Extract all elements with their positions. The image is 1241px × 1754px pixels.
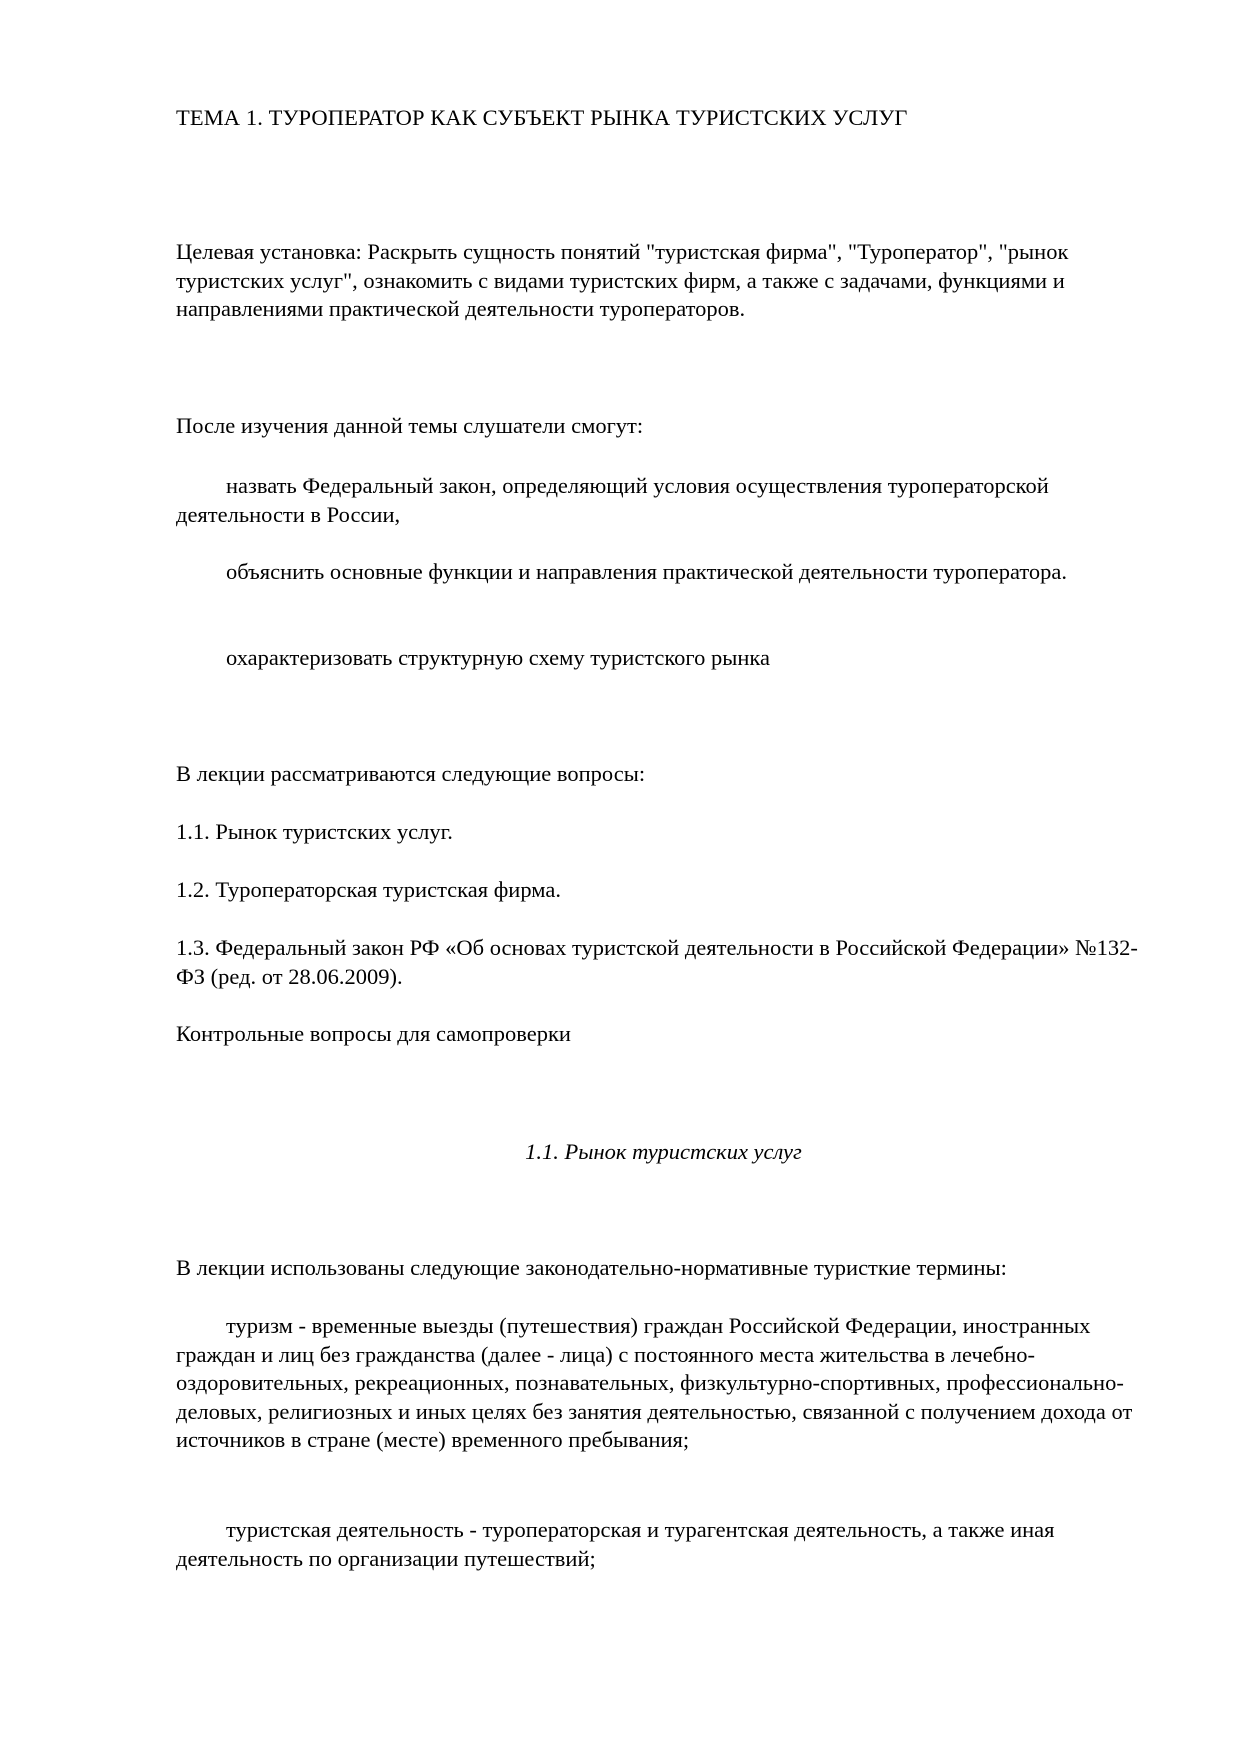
outcome-item: назвать Федеральный закон, определяющий условия осуществления туроператорской деятельности в России, [176, 473, 1049, 527]
outcome-item: объяснить основные функции и направления практической деятельности туроператора. [226, 559, 1068, 584]
term-definition: туристская деятельность - туроператорская и турагентская деятельность, а также иная деятельность по организации путешествий; [176, 1517, 1055, 1571]
questions-intro: В лекции рассматриваются следующие вопросы: [176, 761, 646, 786]
document-title: ТЕМА 1. ТУРОПЕРАТОР КАК СУБЪЕКТ РЫНКА ТУРИСТСКИХ УСЛУГ [176, 105, 908, 130]
goal-paragraph: Целевая установка: Раскрыть сущность понятий "туристская фирма", "Туроператор", "рынок туристских услуг", ознакомить с видами туристских фирм, а также с задачами, функциями и направлениями практической деятельности туроператоров. [176, 239, 1069, 321]
term-definition: туризм - временные выезды (путешествия) граждан Российской Федерации, иностранных граждан и лиц без гражданства (далее - лица) с постоянного места жительства в лечебно-оздоровительных, рекреационных, познавательных, физкультурно-спортивных, профессионально-деловых, религиозных и иных целях без занятия деятельностью, связанной с получением дохода от источников в стране (месте) временного пребывания; [176, 1313, 1133, 1452]
question-item: 1.2. Туроператорская туристская фирма. [176, 877, 561, 902]
question-item: Контрольные вопросы для самопроверки [176, 1021, 571, 1046]
question-item: 1.1. Рынок туристских услуг. [176, 819, 453, 844]
outcomes-intro: После изучения данной темы слушатели смогут: [176, 413, 644, 438]
section-heading: 1.1. Рынок туристских услуг [525, 1139, 802, 1164]
question-item: 1.3. Федеральный закон РФ «Об основах туристской деятельности в Российской Федерации» №132-ФЗ (ред. от 28.06.2009). [176, 935, 1138, 989]
terms-intro: В лекции использованы следующие законодательно-нормативные туристкие термины: [176, 1255, 1007, 1280]
outcome-item: охарактеризовать структурную схему туристского рынка [226, 645, 770, 670]
